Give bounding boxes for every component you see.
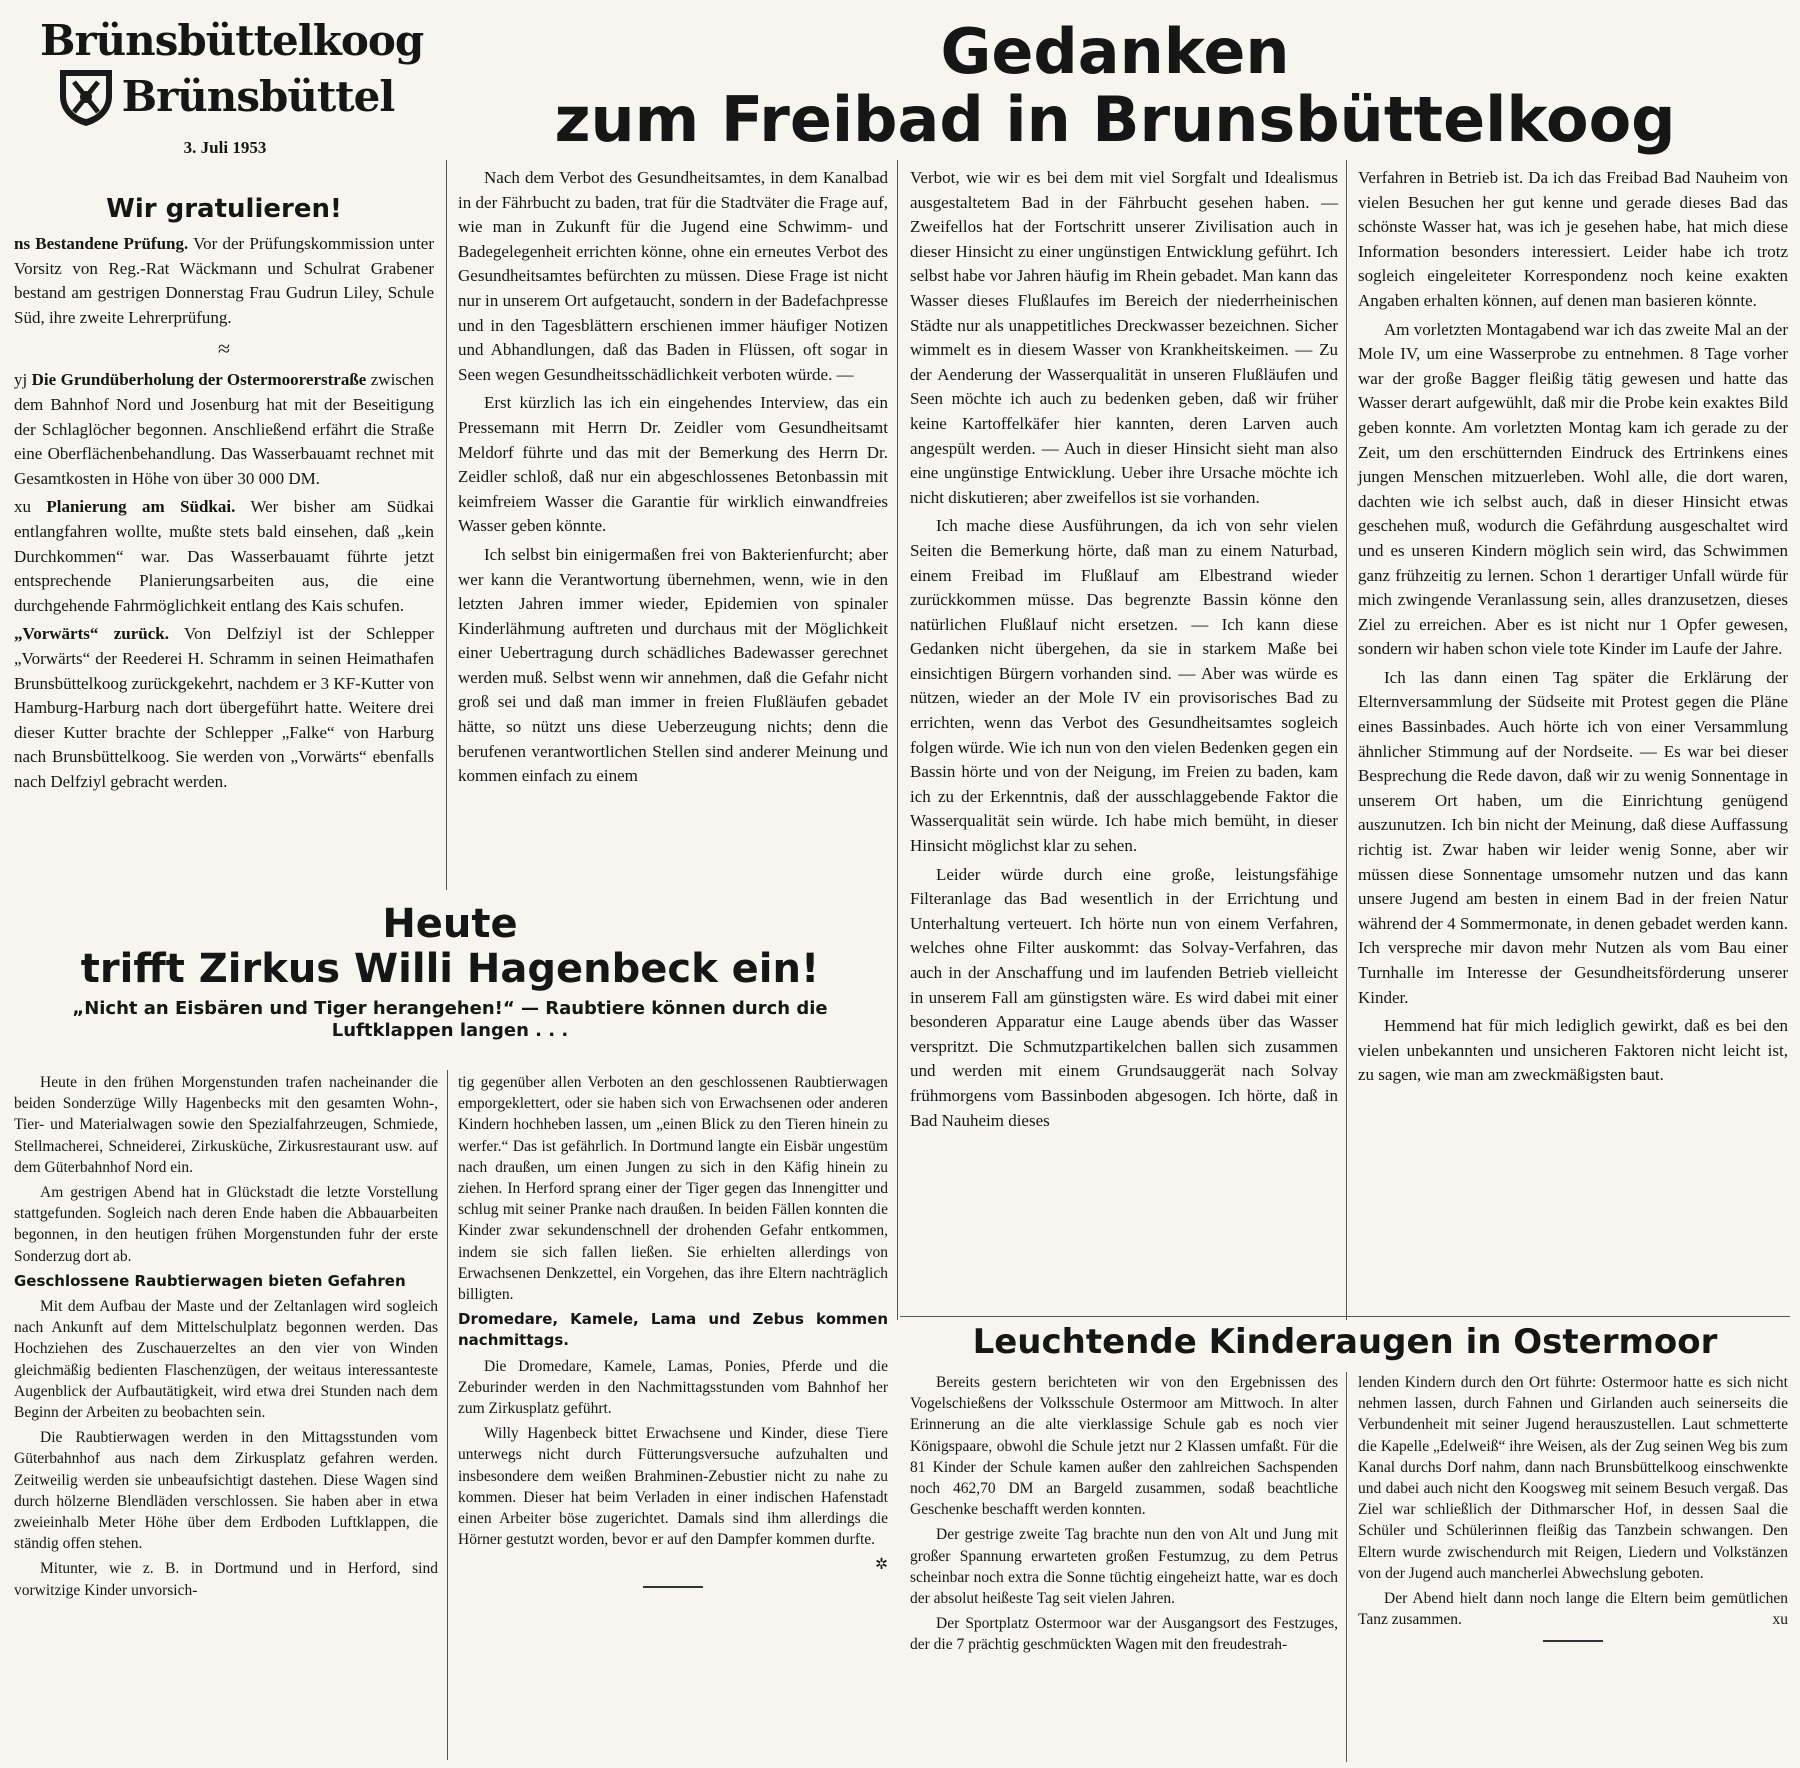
freibad-paragraph: Ich mache diese Ausführungen, da ich von sehr vielen Seiten die Bemerkung hörte, daß man zu einem Naturbad, einem Freibad im Flußlauf am Elbestrand wieder zurückkommen müsse. Das begrenzte Bassin könne den natürlichen Flußlauf nicht ersetzen. — Ich kann diese Gedanken nicht übergehen, da sie in starkem Maße bei einsichtigen Bürgern vorhanden sind. — Aber was würde es nützen, wieder an der Mole IV ein provisorisches Bad zu errichten, wenn das Verbot des Gesundheitsamtes sogleich folgen würde. Wie ich nun von den vielen Bedenken gegen ein Bassin hörte und von der Neigung, im Freien zu baden, kam ich zu der Erkenntnis, daß der ausschlaggebende Faktor die Wasserqualität sein würde. Ich habe mich bemüht, in dieser Hinsicht möglichst klar zu sehen. xyxy=(910,516,1338,856)
news-item-exam xyxy=(14,232,434,330)
zirkus-paragraph: Mit dem Aufbau der Maste und der Zeltanlagen wird sogleich nach Ankunft auf dem Mittelschulplatz begonnen werden. Das Hochziehen des Zuschauerzeltes an den vier von Winden gleichmäßig bedienten Flaschenzügen, der weitaus interessanteste Augenblick der Aufbautätigkeit, wird etwa drei Stunden nach dem Beginn der Arbeiten zu beobachten sein. xyxy=(14,1298,438,1422)
ostermoor-paragraph: Bereits gestern berichteten wir von den Ergebnissen des Vogelschießens der Volksschule Ostermoor am Mittwoch. In alter Erinnerung an die alte vierklassige Schule gab es noch vier Königspaare, obwohl die Schule jetzt nur 2 Klassen umfaßt. Für die 81 Kinder der Schule kamen außer den zahlreichen Sachspenden noch 462,70 DM an Bargeld zusammen, sodaß beachtliche Geschenke beschafft werden konnten. xyxy=(910,1374,1338,1519)
section-divider: ≈ xyxy=(217,336,231,362)
masthead-title-line2: Brünsbüttel xyxy=(121,72,395,121)
ostermoor-paragraph xyxy=(1358,1588,1788,1630)
zirkus-subheading: Dromedare, Kamele, Lama und Zebus kommen nachmittags. xyxy=(458,1310,888,1350)
freibad-paragraph: Erst kürzlich las ich ein eingehendes Interview, das ein Pressemann mit Herrn Dr. Zeidler vom Gesundheitsamt Meldorf führte und das mit der Bemerkung des Herrn Dr. Zeidler schloß, daß nur ein abgeschlossenes Betonbassin mit keimfreiem Wasser die Garantie für wirklich einwandfreies Wasser geben könnte. xyxy=(458,393,888,536)
news-item-road-lead: Die Grundüberholung der Ostermoorerstraße xyxy=(31,370,367,390)
news-item-quay-initials: xu xyxy=(14,497,47,517)
masthead xyxy=(40,16,424,158)
ostermoor-paragraph: Der gestrige zweite Tag brachte nun den von Alt und Jung mit großer Spannung erwarteten großen Festumzug, zu dem Petrus scheinbar noch extra die Sonne tüchtig eingeheizt hatte, war es doch der absolut heißeste Tag seit vielen Jahren. xyxy=(910,1526,1338,1608)
freibad-title-line2: zum Freibad in Brunsbüttelkoog xyxy=(554,83,1676,156)
ostermoor-closing-text: Der Abend hielt dann noch lange die Eltern beim gemütlichen Tanz zusammen. xyxy=(1358,1590,1788,1629)
news-item-road-initials: yj xyxy=(14,370,32,390)
freibad-column-a xyxy=(458,166,888,793)
news-item-quay xyxy=(14,495,434,618)
ostermoor-column-a xyxy=(910,1372,1338,1660)
ostermoor-paragraph: lenden Kindern durch den Ort führte: Ostermoor hatte es sich nicht nehmen lassen, durch Fahnen und Girlanden auch seinerseits die Verbundenheit mit seiner Jugend herauszustellen. Laut schmetterte die Kapelle „Edelweiß“ ihre Weisen, als der Zug seinen Weg bis zum Kanal durchs Dorf nahm, dann nach Brunsbüttelkoog einschwenkte und dabei auch nicht den Koogsweg mit seinem Besuch vergaß. Das Ziel war schließlich der Dithmarscher Hof, in dessen Saal die Schüler und Schülerinnen fleißig das Tanzbein schwangen. Den Eltern wurde zwischendurch mit Reigen, Liedern und Volkstänzen von der Jugend auch mancherlei Abwechslung geboten. xyxy=(1358,1374,1788,1582)
zirkus-title-line2: trifft Zirkus Willi Hagenbeck ein! xyxy=(80,946,820,992)
freibad-paragraph: Leider würde durch eine große, leistungsfähige Filteranlage das Bad wesentlich in der Errichtung und Unterhaltung verteuert. Ich hörte nun von einem Verfahren, welches ohne Filter auskommt: das Solvay-Verfahren, das auch in der Anschaffung und im laufenden Betrieb vielleicht in unserem Fall am günstigsten wäre. Es wird dabei mit einer besonderen Apparatur eine Lauge abends über das Wasser verspritzt. Die Schmutzpartikelchen ballen sich zusammen und werden mit einem Grundsauggerät nach Solvay frühmorgens vom Bassinboden abgesogen. Ich hörte, daß in Bad Nauheim dieses xyxy=(910,864,1338,1130)
news-item-tug xyxy=(14,622,434,794)
local-news-column xyxy=(14,194,434,798)
zirkus-paragraph: Willy Hagenbeck bittet Erwachsene und Kinder, diese Tiere unterwegs nicht durch Fütterungsversuche aufzuhalten und insbesondere dem weißen Brahminen-Zebustier nicht zu nahe zu kommen. Dieser hat beim Verladen in einer indischen Hafenstadt einen Arbeiter böse zugerichtet. Damals sind ihm allerdings die Hörner gestutzt worden, bevor er auf den Dampfer kommen durfte. xyxy=(458,1425,888,1549)
column-rule xyxy=(897,160,898,1320)
news-item-road-text: zwischen dem Bahnhof Nord und Josenburg hat mit der Beseitigung der Schlaglöcher begonnen. Anschließend erfährt die Straße eine Oberflächenbehandlung. Das Wasserbauamt rechnet mit Gesamtkosten in Höhe von über 30 000 DM. xyxy=(14,370,434,488)
zirkus-paragraph: Am gestrigen Abend hat in Glückstadt die letzte Vorstellung stattgefunden. Sogleich nach deren Ende haben die Abbauarbeiten begonnen, in den heutigen frühen Morgenstunden fuhr der erste Sonderzug dort ab. xyxy=(14,1184,438,1265)
ostermoor-column-b xyxy=(1358,1372,1788,1642)
zirkus-end-mark: ✲ xyxy=(875,1556,888,1574)
zirkus-title-line1: Heute xyxy=(382,901,518,947)
freibad-paragraph: Hemmend hat für mich lediglich gewirkt, daß es bei den vielen unbekannten und unsicheren Faktoren nicht leicht ist, zu sagen, wie man am zweckmäßigsten baut. xyxy=(1358,1016,1788,1085)
news-item-quay-text: Wer bisher am Südkai entlangfahren wollte, mußte stets bald einsehen, daß „kein Durchkommen“ war. Das Wasserbauamt führte jetzt entsprechende Planierungsarbeiten aus, die eine durchgehende Fahrmöglichkeit entlang des Kais schufen. xyxy=(14,497,434,615)
zirkus-subheading: Geschlossene Raubtierwagen bieten Gefahren xyxy=(14,1271,406,1290)
zirkus-paragraph: Die Dromedare, Kamele, Lamas, Ponies, Pferde und die Zeburinder werden in den Nachmittagsstunden vom Bahnhof her zum Zirkusplatz geführt. xyxy=(458,1357,888,1418)
column-rule xyxy=(1346,160,1347,1320)
local-news-headline: Wir gratulieren! xyxy=(106,194,342,224)
freibad-paragraph: Verbot, wie wir es bei dem mit viel Sorgfalt und Idealismus ausgestaltetem Bad in der Fährbucht gesehen haben. — Zweifellos hat der Fortschritt unserer Zivilisation auch in dieser Hinsicht zu einer ungünstigen Entwicklung geführt. Ich selbst habe vor Jahren häufig im Rhein gebadet. Man kann das Wasser dieses Flußlaufes im Bereich der niederrheinischen Städte nur als unappetitliches Dreckwasser bezeichnen. Sicher wimmelt es in diesem Wasser von Krankheitskeimen. — Zu der Aenderung der Wasserqualität in unseren Flußläufen und Seen möchte ich auch zu bedenken geben, daß wir früher keine Kartoffelkäfer hier kannten, deren Larven auch angespült werden. — Auch in dieser Hinsicht sieht man also eine ungünstige Entwicklung. Ueber ihre Ursache möchte ich nicht diskutieren; aber zweifellos ist sie vorhanden. xyxy=(910,168,1338,507)
column-rule xyxy=(447,1070,448,1760)
column-rule xyxy=(1346,1372,1347,1762)
zirkus-headline xyxy=(10,902,890,1042)
masthead-title-line1: Brünsbüttelkoog xyxy=(40,16,424,65)
article-end-rule xyxy=(1543,1640,1603,1642)
freibad-paragraph: Nach dem Verbot des Gesundheitsamtes, in dem Kanalbad in der Fährbucht zu baden, trat für die Stadtväter die Frage auf, wie man in Zukunft für die Jugend eine Schwimm- und Badegelegenheit errichten könne, ohne ein erneutes Verbot des Gesundheitsamtes befürchten zu müssen. Diese Frage ist nicht nur in unserem Ort aufgetaucht, sondern in der Badefachpresse und in den Tagesblättern erschienen immer häufiger Notizen und Abhandlungen, daß das Baden in Flüssen, oft sogar in Seen wegen Gesundheitsschädlichkeit verboten würde. — xyxy=(458,168,888,384)
freibad-column-b xyxy=(910,166,1338,1137)
freibad-paragraph: Am vorletzten Montagabend war ich das zweite Mal an der Mole IV, um eine Wasserprobe zu entnehmen. 8 Tage vorher war der große Bagger fleißig tätig gewesen und hatte das Wasser derart aufgewühlt, daß mir die Probe kein exaktes Bild geben konnte. Am vorletzten Montag kam ich gerade zu der Zeit, um den erschütternden Eindruck des Ertrinkens eines jungen Menschen mitzuerleben. Wohl alle, die dort waren, dachten wie ich selbst auch, daß in dieser Hinsicht etwas geschehen muß, wodurch die Gefährdung ausgeschaltet wird und es unseren Kindern möglich sein wird, das Schwimmen ganz frühzeitig zu lernen. Schon 1 derartiger Unfall würde für mich zwingende Veranlassung sein, alles dranzusetzen, dieses Ziel zu erreichen. Aber es ist nicht nur 1 Opfer gewesen, sondern wir haben schon viele tote Kinder im Laufe der Jahre. xyxy=(1358,319,1788,659)
zirkus-column-b xyxy=(458,1072,888,1588)
freibad-paragraph: Ich las dann einen Tag später die Erklärung der Elternversammlung der Südseite mit Protest gegen die Pläne eines Bassinbades. Auch hörte ich von einer Versammlung ähnlicher Stimmung auf der Nordseite. — Es war bei dieser Besprechung die Rede davon, daß wir zu wenig Sonnentage in unserem Ort haben, um die Einrichtung genügend auszunutzen. Ich bin nicht der Meinung, daß diese Auffassung richtig ist. Zwar haben wir leider wenig Sonne, aber wir müssen diese Sonnentage umsomehr nutzen und das kann unsere Jugend am besten in einem Bad in der freien Natur während der 4 Sommermonate, in denen gebadet werden kann. Ich verspreche mir davon mehr Nutzen als vom Bau einer Turnhalle im Interesse der Gesundheitsförderung unserer Kinder. xyxy=(1358,667,1788,1007)
zirkus-paragraph: tig gegenüber allen Verboten an den geschlossenen Raubtierwagen emporgeklettert, oder sie haben sich von Erwachsenen oder anderen Kindern hochheben lassen, um „einen Blick zu den Tieren hinein zu werfer.“ Das ist gefährlich. In Dortmund langte ein Eisbär ungestüm nach draußen, um einen Jungen zu sich in den Käfig hinein zu ziehen. In Herford sprang einer der Tiger gegen das Innengitter und schlug mit seiner Pranke nach draußen. In beiden Fällen konnten die Kinder zwar sekundenschnell der drohenden Gefahr entkommen, indem sie sich fallen ließen. Sie erhielten allerdings von Erwachsenen Denkzettel, ein Vorgehen, das ihre Eltern nachträglich billigten. xyxy=(458,1074,888,1304)
zirkus-column-a xyxy=(14,1072,438,1605)
freibad-title-line1: Gedanken xyxy=(940,15,1290,88)
news-item-exam-text: Vor der Prüfungskommission unter Vorsitz von Reg.-Rat Wäckmann und Schulrat Grabener bestand am gestrigen Donnerstag Frau Gudrun Liley, Schule Süd, ihre zweite Lehrerprüfung. xyxy=(14,234,435,327)
masthead-row xyxy=(40,66,410,128)
ostermoor-paragraph: Der Sportplatz Ostermoor war der Ausgangsort des Festzuges, der die 7 prächtig geschmückten Wagen mit den freudestrah- xyxy=(910,1615,1338,1654)
article-end-rule xyxy=(643,1586,703,1588)
section-rule xyxy=(900,1316,1790,1317)
freibad-paragraph: Verfahren in Betrieb ist. Da ich das Freibad Bad Nauheim von vielen Besuchen her gut kenne und gerade dieses Bad das schönste Wasser hat, was ich je gesehen habe, hat mich diese Information besonders interessiert. Leider habe ich trotz sogleich eingeleiteter Korrespondenz noch keine exakten Angaben erhalten können, auf denen man basieren könnte. xyxy=(1358,168,1788,310)
freibad-paragraph: Ich selbst bin einigermaßen frei von Bakterienfurcht; aber wer kann die Verantwortung übernehmen, wenn, wie in den letzten Jahren immer wieder, Epidemien von spinaler Kinderlähmung auftreten und durchaus mit der Möglichkeit einer Uebertragung durch schädliches Badewasser gerechnet werden muß. Selbst wenn wir annehmen, daß die Gefahr nicht groß sei und daß man immer in freien Flußläufen gebadet hätte, so nützt uns diese Ueberzeugung nichts; denn die berufenen verantwortlichen Stellen sind anderer Meinung und kommen einfach zu einem xyxy=(458,544,888,786)
news-item-tug-text: Von Delfziyl ist der Schlepper „Vorwärts“ der Reederei H. Schramm in seinen Heimathafen Brunsbüttelkoog zurückgekehrt, nachdem er 3 KF-Kutter von Hamburg-Harburg nach dort übergeführt hatte. Weitere drei dieser Kutter brachte der Schlepper „Falke“ von Harburg nach Brunsbüttelkoog. Sie werden von „Vorwärts“ ebenfalls nach Delfziyl gebracht werden. xyxy=(14,624,434,791)
freibad-column-c xyxy=(1358,166,1788,1092)
zirkus-paragraph: Heute in den frühen Morgenstunden trafen nacheinander die beiden Sonderzüge Willy Hagenbecks mit den gesamten Wohn-, Tier- und Materialwagen sowie den Spezialfahrzeugen, Schmiede, Stellmacherei, Schneiderei, Zirkusküche, Zirkusrestaurant usw. auf dem Güterbahnhof Nord ein. xyxy=(14,1074,438,1176)
zirkus-paragraph: Mitunter, wie z. B. in Dortmund und in Herford, sind vorwitzige Kinder unvorsich- xyxy=(14,1560,438,1599)
ostermoor-headline: Leuchtende Kinderaugen in Ostermoor xyxy=(972,1322,1718,1362)
news-item-tug-lead: „Vorwärts“ zurück. xyxy=(14,624,169,644)
author-initials: xu xyxy=(1772,1611,1788,1629)
column-rule xyxy=(446,160,447,890)
news-item-quay-lead: Planierung am Südkai. xyxy=(46,497,236,517)
news-item-road xyxy=(14,368,434,491)
issue-date: 3. Juli 1953 xyxy=(183,138,267,157)
freibad-headline xyxy=(440,15,1790,156)
zirkus-subtitle: „Nicht an Eisbären und Tiger herangehen!“ — Raubtiere können durch die Luftklappen langen . . . xyxy=(72,998,828,1041)
zirkus-paragraph: Die Raubtierwagen werden in den Mittagsstunden vom Güterbahnhof aus nach dem Zirkusplatz gefahren werden. Zeitweilig werden sie unbeaufsichtigt dastehen. Diese Wagen sind durch hölzerne Blendläden verschlossen. Sie haben aber in etwa zweieinhalb Meter Höhe über dem Erdboden Luftklappen, die ständig offen stehen. xyxy=(14,1429,438,1553)
town-crest-icon xyxy=(56,66,116,128)
local-news-body xyxy=(14,232,434,794)
news-item-exam-lead: ns Bestandene Prüfung. xyxy=(14,234,189,253)
